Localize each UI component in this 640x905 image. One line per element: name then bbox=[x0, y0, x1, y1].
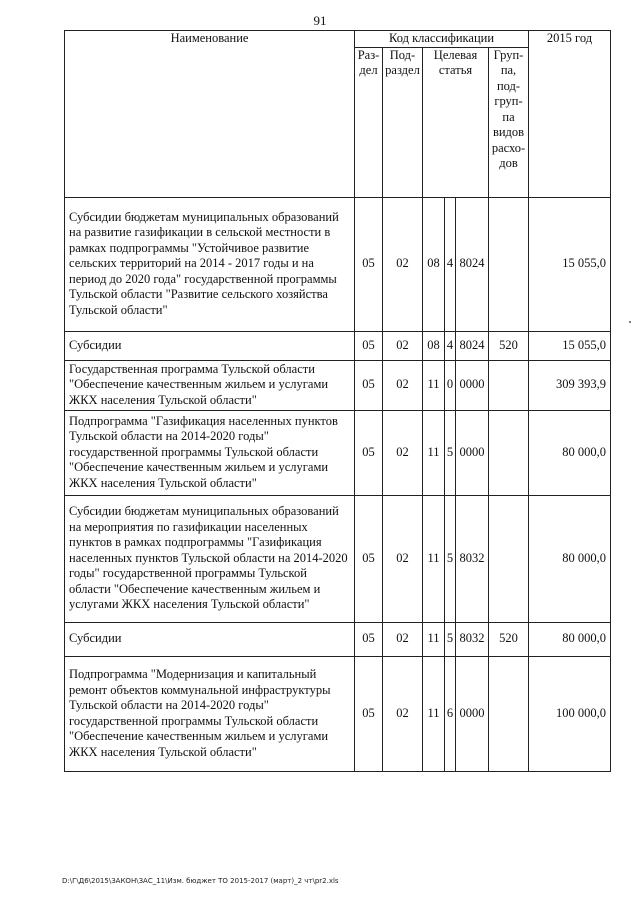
row-section: 05 bbox=[355, 656, 383, 771]
row-subsection: 02 bbox=[383, 360, 423, 410]
row-target-program: 11 bbox=[423, 495, 445, 622]
row-target-program: 08 bbox=[423, 197, 445, 331]
row-amount: 15 055,0 bbox=[529, 197, 611, 331]
row-target-direction: 0000 bbox=[456, 360, 489, 410]
row-amount: 80 000,0 bbox=[529, 410, 611, 495]
row-amount: 309 393,9 bbox=[529, 360, 611, 410]
row-subsection: 02 bbox=[383, 622, 423, 656]
row-amount: 100 000,0 bbox=[529, 656, 611, 771]
row-expense-type: 520 bbox=[489, 331, 529, 360]
row-section: 05 bbox=[355, 495, 383, 622]
row-target-program: 11 bbox=[423, 410, 445, 495]
page-number: 91 bbox=[313, 13, 327, 28]
row-target-direction: 0000 bbox=[456, 410, 489, 495]
row-subsection: 02 bbox=[383, 197, 423, 331]
table-row bbox=[65, 656, 611, 771]
row-target-subprogram: 0 bbox=[445, 360, 456, 410]
row-target-program: 11 bbox=[423, 622, 445, 656]
row-amount: 80 000,0 bbox=[529, 495, 611, 622]
row-name: Подпрограмма "Модернизация и капитальный ремонт объектов коммунальной инфраструктуры Тульской области на 2014-2020 годы" государственной программы Тульской области "Обеспечение качественным жильем и услугами ЖКХ населения Тульской области" bbox=[65, 656, 355, 771]
row-target-direction: 0000 bbox=[456, 656, 489, 771]
budget-table bbox=[64, 30, 611, 772]
row-subsection: 02 bbox=[383, 331, 423, 360]
table-row bbox=[65, 495, 611, 622]
row-expense-type bbox=[489, 410, 529, 495]
row-name: Субсидии bbox=[65, 331, 355, 360]
row-target-subprogram: 6 bbox=[445, 656, 456, 771]
row-target-direction: 8032 bbox=[456, 622, 489, 656]
row-section: 05 bbox=[355, 331, 383, 360]
row-section: 05 bbox=[355, 622, 383, 656]
table-row bbox=[65, 622, 611, 656]
table-row bbox=[65, 331, 611, 360]
row-target-subprogram: 5 bbox=[445, 410, 456, 495]
row-target-subprogram: 4 bbox=[445, 331, 456, 360]
row-section: 05 bbox=[355, 360, 383, 410]
row-expense-type bbox=[489, 656, 529, 771]
row-target-direction: 8024 bbox=[456, 331, 489, 360]
row-name: Субсидии бюджетам муниципальных образований на мероприятия по газификации населенных пунктов в рамках подпрограммы "Газификация населенных пунктов Тульской области на 2014-2020 годы" государственной программы Тульской области "Обеспечение качественным жильем и услугами ЖКХ населения Тульской области" bbox=[65, 495, 355, 622]
table-row bbox=[65, 197, 611, 331]
row-target-subprogram: 4 bbox=[445, 197, 456, 331]
row-name: Субсидии бюджетам муниципальных образований на развитие газификации в сельской местности в рамках подпрограммы "Устойчивое развитие сельских территорий на 2014 - 2017 годы и на период до 2020 года" государственной программы Тульской области "Развитие сельского хозяйства Тульской области" bbox=[65, 197, 355, 331]
header-target-article: Целевая статья bbox=[423, 47, 489, 197]
row-name: Подпрограмма "Газификация населенных пунктов Тульской области на 2014-2020 годы" государственной программы Тульской области "Обеспечение качественным жильем и услугами ЖКХ населения Тульской области" bbox=[65, 410, 355, 495]
table-row bbox=[65, 360, 611, 410]
row-target-program: 11 bbox=[423, 360, 445, 410]
row-expense-type bbox=[489, 495, 529, 622]
row-target-direction: 8032 bbox=[456, 495, 489, 622]
row-section: 05 bbox=[355, 410, 383, 495]
row-expense-type: 520 bbox=[489, 622, 529, 656]
row-subsection: 02 bbox=[383, 495, 423, 622]
table-row bbox=[65, 410, 611, 495]
row-target-subprogram: 5 bbox=[445, 495, 456, 622]
row-target-program: 08 bbox=[423, 331, 445, 360]
row-amount: 15 055,0 bbox=[529, 331, 611, 360]
row-expense-type bbox=[489, 197, 529, 331]
row-expense-type bbox=[489, 360, 529, 410]
file-path-footer: D:\Г\Д6\2015\ЗАКОН\ЗАС_11\Изм. бюджет ТО 2015-2017 (март)_2 чт\рr2.xls bbox=[62, 877, 339, 885]
row-subsection: 02 bbox=[383, 656, 423, 771]
header-section: Раз- дел bbox=[355, 47, 383, 197]
row-target-direction: 8024 bbox=[456, 197, 489, 331]
scan-speck bbox=[629, 321, 631, 323]
row-amount: 80 000,0 bbox=[529, 622, 611, 656]
row-target-program: 11 bbox=[423, 656, 445, 771]
header-subsection: Под- раздел bbox=[383, 47, 423, 197]
row-name: Субсидии bbox=[65, 622, 355, 656]
header-expense-type-group: Груп- па, под- груп- па видов расхо- дов bbox=[489, 47, 529, 197]
row-target-subprogram: 5 bbox=[445, 622, 456, 656]
header-name: Наименование bbox=[65, 31, 355, 198]
header-year-2015: 2015 год bbox=[529, 31, 611, 198]
header-classification-code: Код классификации bbox=[355, 31, 529, 48]
row-section: 05 bbox=[355, 197, 383, 331]
row-name: Государственная программа Тульской области "Обеспечение качественным жильем и услугами ЖКХ населения Тульской области" bbox=[65, 360, 355, 410]
row-subsection: 02 bbox=[383, 410, 423, 495]
